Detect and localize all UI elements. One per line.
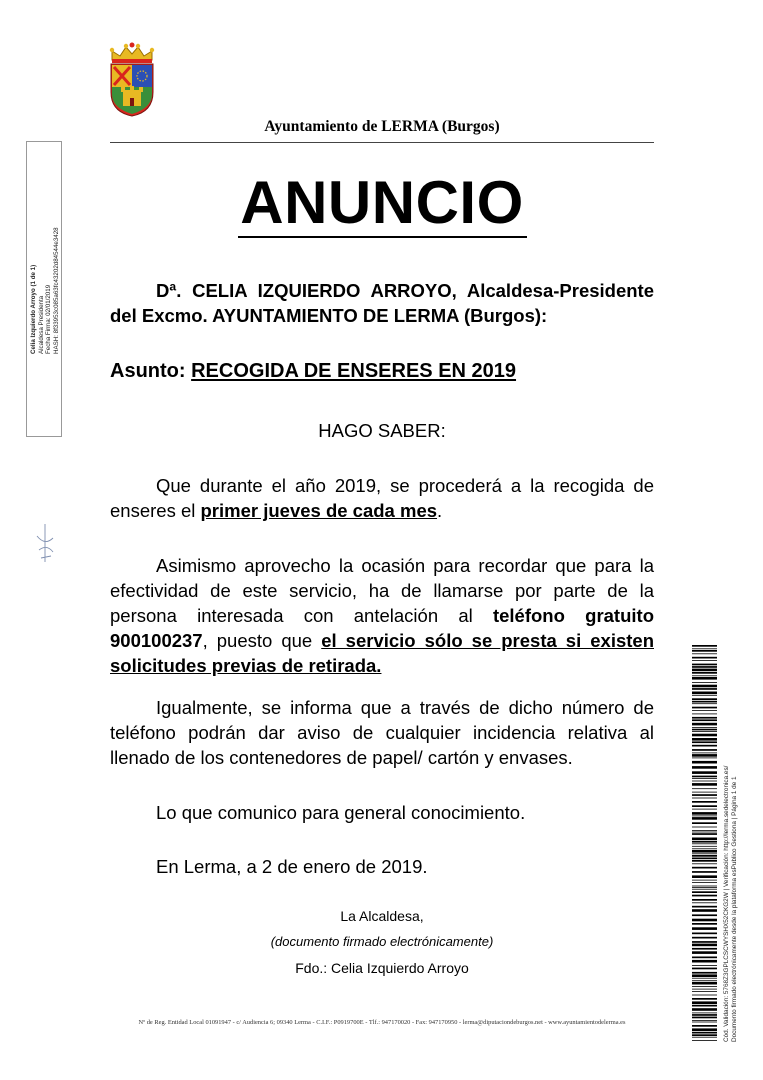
barcode-bar — [692, 995, 717, 996]
barcode-bar — [692, 816, 717, 817]
barcode-bar — [692, 701, 717, 703]
issuer-paragraph: Dª. CELIA IZQUIERDO ARROYO, Alcaldesa-Presidente del Excmo. AYUNTAMIENTO DE LERMA (Burgos): — [110, 280, 654, 326]
barcode-bar — [692, 1017, 717, 1019]
shield-icon — [111, 64, 153, 116]
barcode-bar — [692, 695, 717, 696]
signature-stamp-text — [30, 140, 66, 436]
barcode-bar — [692, 719, 717, 721]
barcode-bar — [692, 886, 717, 887]
barcode-bar — [692, 989, 717, 990]
barcode-bar — [692, 827, 717, 828]
barcode-bar — [692, 933, 717, 935]
barcode-bar — [692, 809, 717, 810]
stamp-line-3: Fecha Firma: 02/01/2019 — [45, 284, 53, 354]
validation-side-text — [723, 682, 747, 1042]
barcode-bar — [692, 675, 717, 676]
barcode-bar — [692, 669, 717, 672]
paragraph-closing: Lo que comunico para general conocimiento. — [156, 802, 526, 823]
paragraph-collection-date — [110, 473, 654, 523]
barcode-bar — [692, 741, 717, 743]
barcode-bar — [692, 1001, 717, 1004]
barcode-bar — [692, 1032, 717, 1034]
barcode-bar — [692, 734, 717, 737]
barcode-bar — [692, 660, 717, 661]
barcode-bar — [692, 891, 717, 893]
barcode-bar — [692, 754, 717, 757]
barcode-bar — [692, 871, 717, 873]
barcode-bar — [692, 672, 717, 674]
paragraph-phone-notice — [110, 553, 654, 678]
barcode-bar — [692, 965, 717, 966]
barcode-bar — [692, 909, 717, 912]
barcode-bar — [692, 788, 717, 789]
barcode-bar — [692, 1025, 717, 1027]
barcode-bar — [692, 677, 717, 680]
barcode-bar — [692, 1013, 717, 1014]
barcode-bar — [692, 832, 717, 833]
barcode-bar — [692, 738, 717, 741]
barcode-bar — [692, 846, 717, 847]
hago-saber-heading: HAGO SABER: — [318, 420, 446, 441]
barcode-bar — [692, 833, 717, 835]
barcode-bar — [692, 798, 717, 799]
barcode-bar — [692, 923, 717, 925]
barcode-bar — [692, 858, 717, 860]
barcode-bar — [692, 848, 717, 849]
barcode-bar — [692, 1040, 717, 1041]
p1-text-c: . — [437, 500, 443, 521]
p2-text-c: , puesto que — [202, 630, 322, 651]
barcode-bar — [692, 723, 717, 726]
barcode-bar — [692, 792, 717, 793]
p2-text-a: Asimismo aprovecho la ocasión para recordar que para la efectividad de este servicio, ha de llamarse por parte de la persona interesada con antelación al — [110, 555, 654, 626]
barcode-bar — [692, 666, 717, 668]
barcode-bar — [692, 761, 717, 764]
subject-value: RECOGIDA DE ENSERES EN 2019 — [191, 360, 517, 382]
barcode-bar — [692, 957, 717, 959]
barcode-bar — [692, 771, 717, 774]
header-divider — [110, 142, 654, 143]
barcode-bar — [692, 805, 717, 807]
barcode-bar — [692, 998, 717, 1000]
barcode-bar — [692, 895, 717, 897]
barcode-bar — [692, 860, 717, 862]
barcode-bar — [692, 982, 717, 985]
barcode-bar — [692, 682, 717, 683]
barcode-bar — [692, 899, 717, 901]
barcode-bar — [692, 855, 717, 857]
title-underline — [238, 236, 527, 238]
barcode-bar — [692, 758, 717, 759]
signature-name: Fdo.: Celia Izquierdo Arroyo — [295, 960, 469, 976]
barcode-bar — [692, 817, 717, 820]
barcode-icon — [692, 645, 717, 1041]
crown-icon — [110, 43, 154, 64]
barcode-bar — [692, 685, 717, 688]
barcode-bar — [692, 753, 717, 754]
barcode-bar — [692, 927, 717, 930]
p2-requirement: el servicio sólo se presta si existen solicitudes previas de retirada. — [110, 630, 654, 676]
barcode-bar — [692, 986, 717, 987]
barcode-bar — [692, 1022, 717, 1023]
barcode-bar — [692, 906, 717, 908]
barcode-bar — [692, 822, 717, 824]
barcode-bar — [692, 1037, 717, 1038]
barcode-bar — [692, 1008, 717, 1011]
barcode-bar — [692, 664, 717, 666]
barcode-bar — [692, 645, 717, 647]
barcode-bar — [692, 889, 717, 890]
barcode-bar — [692, 648, 717, 649]
barcode-bar — [692, 1020, 717, 1021]
barcode-bar — [692, 948, 717, 950]
barcode-bar — [692, 1014, 717, 1016]
barcode-bar — [692, 657, 717, 659]
barcode-bar — [692, 863, 717, 864]
barcode-bar — [692, 727, 717, 728]
barcode-bar — [692, 794, 717, 796]
barcode-bar — [692, 1034, 717, 1036]
barcode-bar — [692, 968, 717, 970]
stamp-line-2: Alcaldesa Presidenta — [37, 295, 45, 354]
stamp-line-4: HASH: 8f33953c085a63fc43202d84544e3428 — [52, 227, 60, 354]
barcode-bar — [692, 688, 717, 690]
barcode-bar — [692, 972, 717, 974]
barcode-bar — [692, 710, 717, 711]
barcode-bar — [692, 867, 717, 869]
barcode-bar — [692, 902, 717, 903]
validation-line-1: Cód. Validación: 5768Z3GPLCSCWYSHX52CKG2W | Verificación: http://lerma.sedelectronica.es/ — [723, 765, 730, 1042]
barcode-bar — [692, 887, 717, 888]
page-footer: Nº de Reg. Entidad Local 01091947 - c/ Audiencia 6; 09340 Lerma - C.I.F.: P0919700E - Tlf.: 947170020 - Fax: 947170950 - lerma@diputaciondeburgos.net - www.ayuntamientodelerma.es — [138, 1019, 626, 1026]
barcode-bar — [692, 974, 717, 977]
barcode-bar — [692, 951, 717, 954]
barcode-bar — [692, 653, 717, 654]
subject-line — [110, 360, 654, 383]
signature-role: La Alcaldesa, — [340, 908, 424, 924]
barcode-bar — [692, 812, 717, 815]
barcode-bar — [692, 698, 717, 700]
subject-label: Asunto: — [110, 360, 186, 382]
barcode-bar — [692, 801, 717, 803]
barcode-bar — [692, 830, 717, 831]
barcode-bar — [692, 778, 717, 779]
barcode-bar — [692, 729, 717, 731]
barcode-bar — [692, 838, 717, 841]
barcode-bar — [692, 707, 717, 709]
barcode-bar — [692, 749, 717, 751]
barcode-bar — [692, 783, 717, 786]
coat-of-arms-logo — [106, 42, 158, 118]
barcode-bar — [692, 919, 717, 922]
barcode-bar — [692, 937, 717, 939]
p2-phone: teléfono gratuito 900100237 — [110, 605, 654, 651]
p1-highlight: primer jueves de cada mes — [200, 500, 438, 521]
barcode-bar — [692, 882, 717, 883]
barcode-bar — [692, 1028, 717, 1031]
barcode-bar — [692, 960, 717, 963]
p1-text-a: Que durante el año 2019, se procederá a la recogida de enseres el — [110, 475, 654, 521]
barcode-bar — [692, 843, 717, 844]
stamp-line-1: Celia Izquierdo Arroyo (1 de 1) — [30, 264, 37, 354]
page-title: ANUNCIO — [240, 169, 524, 236]
signature-stamp-box — [26, 141, 62, 437]
barcode-bar — [692, 781, 717, 782]
barcode-bar — [692, 875, 717, 878]
barcode-bar — [692, 717, 717, 719]
signature-note: (documento firmado electrónicamente) — [270, 934, 494, 949]
barcode-bar — [692, 991, 717, 992]
barcode-bar — [692, 745, 717, 747]
council-name: Ayuntamiento de LERMA (Burgos) — [264, 118, 500, 135]
barcode-bar — [692, 980, 717, 981]
barcode-bar — [692, 841, 717, 843]
barcode-bar — [692, 850, 717, 853]
barcode-bar — [692, 880, 717, 881]
barcode-bar — [692, 692, 717, 695]
barcode-bar — [692, 776, 717, 778]
barcode-bar — [692, 766, 717, 769]
handwritten-signature-icon — [31, 522, 59, 566]
barcode-bar — [692, 703, 717, 704]
validation-line-2: Documento firmado electrónicamente desde la plataforma esPublico Gestiona | Página 1 de 1 — [731, 776, 738, 1042]
barcode-bar — [692, 853, 717, 854]
barcode-bar — [692, 1005, 717, 1007]
barcode-bar — [692, 714, 717, 715]
barcode-bar — [692, 941, 717, 943]
barcode-bar — [692, 914, 717, 916]
barcode-bar — [692, 650, 717, 652]
paragraph-date: En Lerma, a 2 de enero de 2019. — [156, 856, 428, 877]
barcode-bar — [692, 978, 717, 979]
barcode-bar — [692, 944, 717, 947]
barcode-bar — [692, 731, 717, 732]
paragraph-incidents: Igualmente, se informa que a través de dicho número de teléfono podrán dar aviso de cualquier incidencia relativa al llenado de los contenedores de papel/ cartón y envases. — [110, 697, 654, 768]
